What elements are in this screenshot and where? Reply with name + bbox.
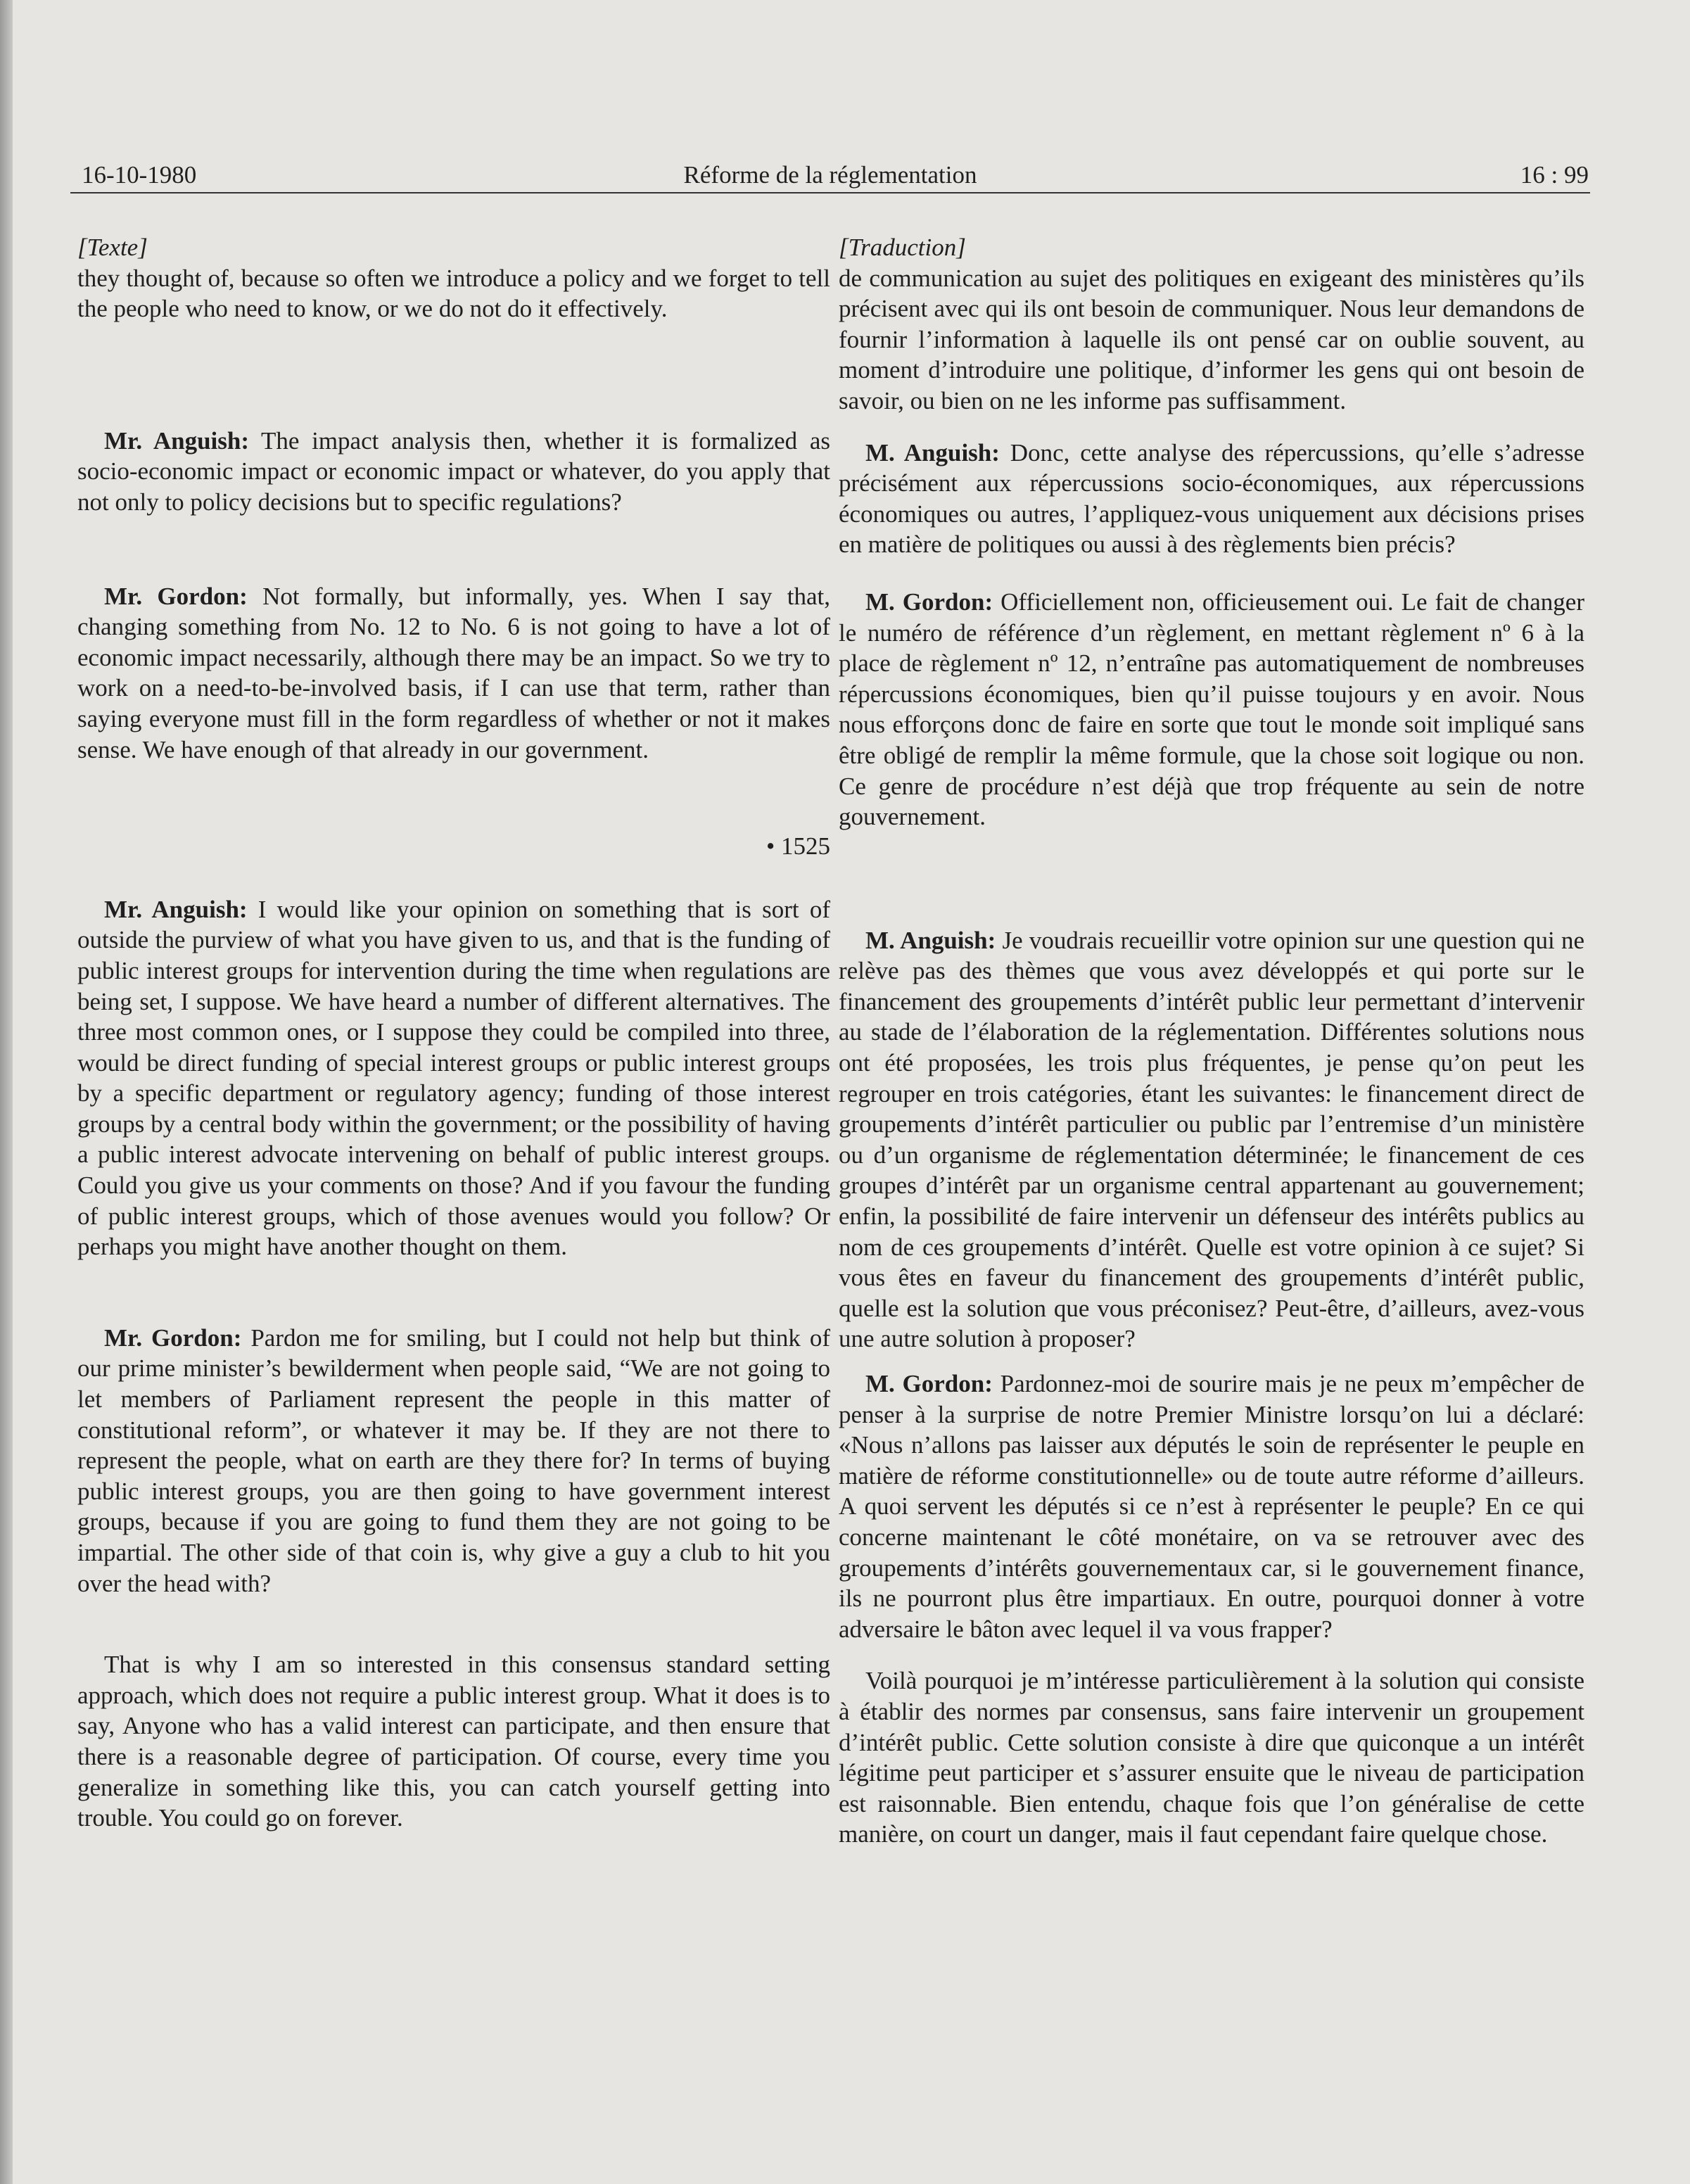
french-column (839, 232, 1584, 1850)
paragraph-anguish-2 (839, 925, 1584, 1354)
speaker-name: Mr. Anguish: (104, 426, 250, 455)
paragraph-gordon-1 (77, 581, 830, 766)
paragraph-gordon-3: That is why I am so interested in this consensus standard setting approach, which does not require a public interest group. What it does is to say, Anyone who has a valid interest can participate, and then ensure that there is a reasonable degree of participation. Of course, every time you generalize in something like this, you can catch yourself getting into trouble. You could go on forever. (77, 1651, 830, 1832)
paragraph-gordon-3: Voilà pourquoi je m’intéresse particulièrement à la solution qui consiste à établir des normes par consensus, sans faire intervenir un groupement d’intérêt public. Cette solution consiste à dire que quiconque a un intérêt légitime peut participer et s’assurer ensuite que le niveau de participation est raisonnable. Bien entendu, chaque fois que l’on généralise de cette manière, on court un danger, mais il faut cependant faire quelque chose. (839, 1667, 1584, 1848)
english-column (77, 232, 830, 1834)
header-date: 16-10-1980 (82, 161, 197, 189)
paragraph-gordon-2 (839, 1369, 1584, 1644)
header-title: Réforme de la réglementation (683, 161, 977, 189)
speaker-name: M. Anguish: (865, 438, 1000, 466)
paragraph-anguish-1 (77, 426, 830, 518)
speech-text: Officiellement non, officieusement oui. Le fait de changer le numéro de référence d’un règlement, en mettant règlement nº 6 à la place de règlement nº 12, n’entraîne pas automatiquement de nombreuses répercussions économiques, bien qu’il puisse toujours y en avoir. Nous nous efforçons donc de faire en sorte que tout le monde soit impliqué sans être obligé de remplir la même formule, que la chose soit logique ou non. Ce genre de procédure n’est déjà que trop fréquente au sein de notre gouvernement. (839, 588, 1584, 831)
paragraph-gordon-2 (77, 1323, 830, 1599)
paragraph-anguish-2 (77, 894, 830, 1262)
speech-text: Not formally, but informally, yes. When I say that, changing something from No. 12 to No. 6 is not going to have a lot of economic impact necessarily, although there may be an impact. So we try to work on a need-to-be-involved basis, if I can use that term, rather than saying everyone must fill in the form regardless of whether or not it makes sense. We have enough of that already in our government. (77, 582, 831, 763)
speaker-name: M. Gordon: (865, 1370, 993, 1397)
speaker-name: Mr. Anguish: (104, 895, 248, 923)
section-marker-traduction: [Traduction] (839, 234, 966, 261)
speaker-name: Mr. Gordon: (104, 1323, 242, 1352)
continued-paragraph: they thought of, because so often we introduce a policy and we forget to tell the people who need to know, or we do not do it effectively. (77, 264, 830, 323)
paragraph-gordon-1 (839, 587, 1584, 832)
book-spine-edge (0, 0, 13, 2184)
header-page-number: 16 : 99 (1520, 161, 1589, 189)
speaker-name: M. Anguish: (865, 926, 996, 954)
speech-text: The impact analysis then, whether it is formalized as socio-economic impact or economic impact or whatever, do you apply that not only to policy decisions but to specific regulations? (77, 426, 830, 516)
page-header (70, 151, 1590, 193)
paragraph-anguish-1 (839, 438, 1584, 560)
timestamp-marker: • 1525 (765, 832, 830, 861)
speech-text: I would like your opinion on something that is sort of outside the purview of what you have given to us, and that is the funding of public interest groups for intervention during the time when regulations are being set, I suppose. We have heard a number of different alternatives. The three most common ones, or I suppose they could be compiled into three, would be direct funding of special interest groups or public interest groups by a specific department or regulatory agency; funding of those interest groups by a central body within the government; or the possibility of having a public interest advocate intervening on behalf of public interest groups. Could you give us your comments on those? And if you favour the funding of public interest groups, which of those avenues would you follow? Or perhaps you might have another thought on them. (77, 895, 830, 1261)
section-marker-texte: [Texte] (77, 234, 148, 261)
speech-text: Donc, cette analyse des répercussions, qu’elle s’adresse précisément aux répercussions socio-économiques, aux répercussions économiques ou autres, l’appliquez-vous uniquement aux décisions prises en matière de politiques ou aussi à des règlements bien précis? (839, 438, 1584, 559)
continued-paragraph: de communication au sujet des politiques en exigeant des ministères qu’ils précisent avec qui ils ont besoin de communiquer. Nous leur demandons de fournir l’information à laquelle ils ont pensé car on oublie souvent, au moment d’introduire une politique, d’informer les gens qui ont besoin de savoir, ou bien on ne les informe pas suffisamment. (839, 264, 1584, 414)
speech-text: Pardonnez-moi de sourire mais je ne peux m’empêcher de penser à la surprise de notre Premier Ministre lorsqu’on lui a déclaré: «Nous n’allons pas laisser aux députés le soin de représenter le peuple en matière de réforme constitutionnelle» ou de toute autre réforme d’ailleurs. A quoi servent les députés si ce n’est à représenter le peuple? En ce qui concerne maintenant le côté monétaire, on va se retrouver avec des groupements d’intérêts gouvernementaux car, si le gouvernement finance, ils ne pourront plus être impartiaux. En outre, pourquoi donner à votre adversaire le bâton avec lequel il va vous frapper? (839, 1370, 1584, 1643)
speech-text: Pardon me for smiling, but I could not help but think of our prime minister’s bewilderment when people said, “We are not going to let members of Parliament represent the people in this matter of constitutional reform”, or whatever it may be. If they are not there to represent the people, what on earth are they there for? In terms of buying public interest groups, you are then going to have government interest groups, because if you are going to fund them they are not going to be impartial. The other side of that coin is, why give a guy a club to hit you over the head with? (77, 1323, 830, 1597)
speaker-name: Mr. Gordon: (104, 582, 248, 610)
speech-text: Je voudrais recueillir votre opinion sur une question qui ne relève pas des thèmes que vous avez développés et qui porte sur le financement des groupements d’intérêt public leur permettant d’intervenir au stade de l’élaboration de la réglementation. Différentes solutions nous ont été proposées, les trois plus fréquentes, je pense qu’on peut les regrouper en trois catégories, étant les suivantes: le financement direct de groupements d’intérêt particulier ou public par l’entremise d’un ministère ou d’un organisme de réglementation déterminée; le financement de ces groupes d’intérêt par un organisme central appartenant au gouvernement; enfin, la possibilité de faire intervenir un défenseur des intérêts publics au nom de ces groupements d’intérêt. Quelle est votre opinion à ce sujet? Si vous êtes en faveur du financement des groupements d’intérêt public, quelle est la solution que vous préconisez? Peut-être, d’ailleurs, avez-vous une autre solution à proposer? (839, 926, 1584, 1353)
speaker-name: M. Gordon: (865, 588, 993, 616)
